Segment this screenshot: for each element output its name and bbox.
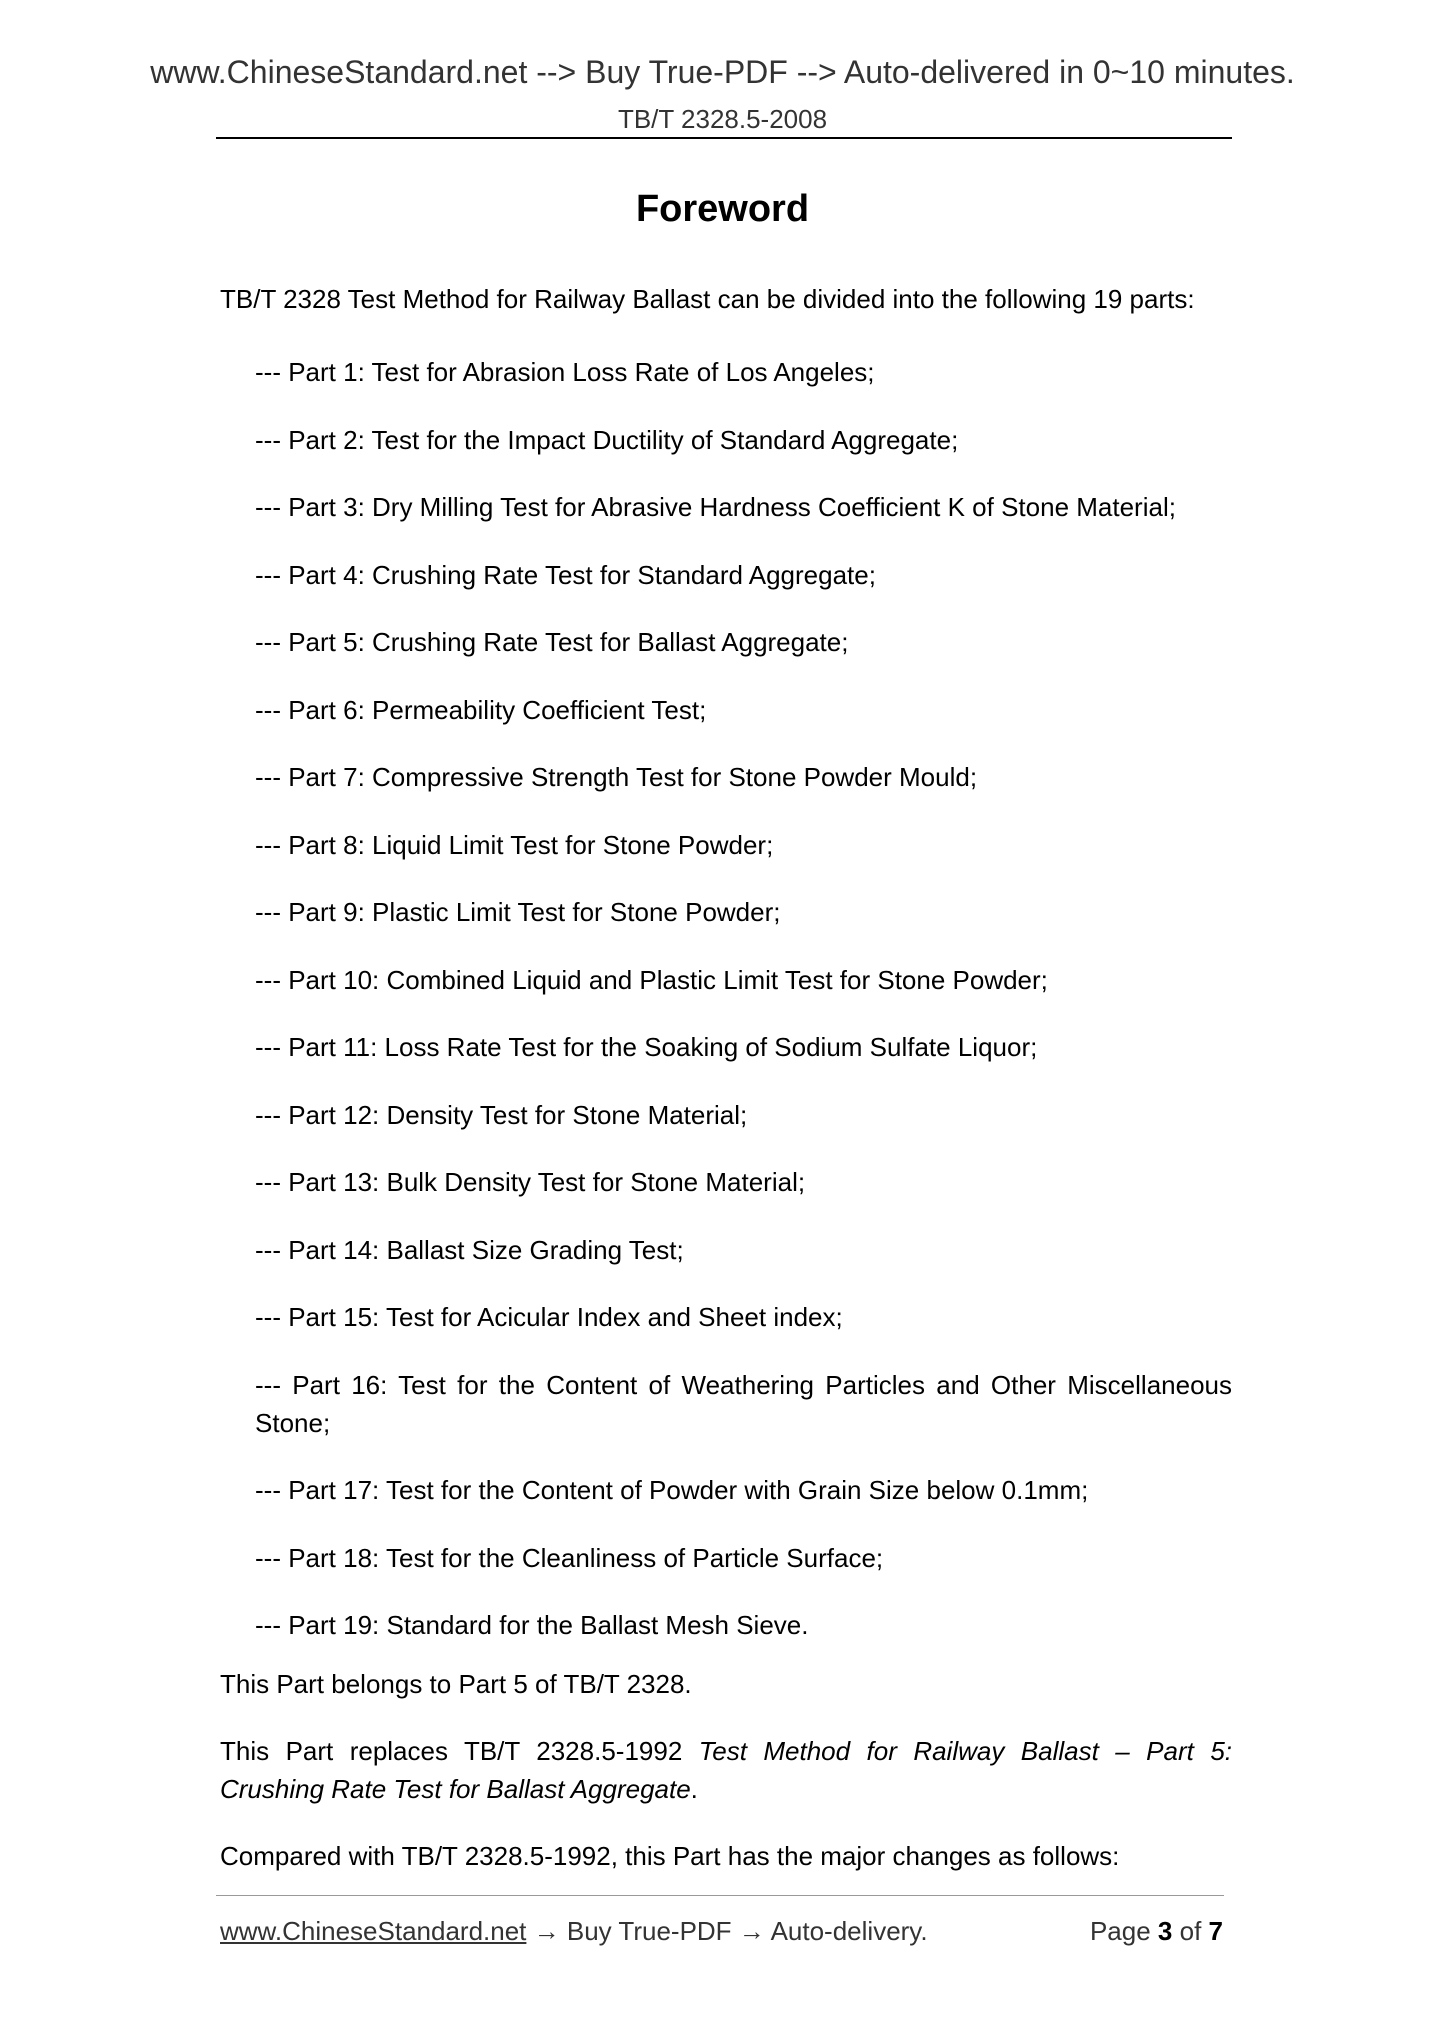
page-current: 3 — [1157, 1916, 1173, 1946]
list-item: --- Part 5: Crushing Rate Test for Ballast Aggregate; — [255, 627, 849, 657]
list-item: --- Part 10: Combined Liquid and Plastic Limit Test for Stone Powder; — [255, 964, 1048, 995]
intro-paragraph: TB/T 2328 Test Method for Railway Ballast can be divided into the following 19 parts: — [220, 284, 1195, 314]
footer-divider — [216, 1895, 1224, 1896]
page-of: of — [1172, 1916, 1209, 1946]
list-item: --- Part 3: Dry Milling Test for Abrasive Hardness Coefficient K of Stone Material; — [255, 492, 1176, 522]
belongs-paragraph: This Part belongs to Part 5 of TB/T 2328. — [220, 1669, 692, 1699]
list-item: --- Part 13: Bulk Density Test for Stone Material; — [255, 1167, 806, 1197]
header-divider — [216, 137, 1232, 139]
list-item: --- Part 17: Test for the Content of Powder with Grain Size below 0.1mm; — [255, 1475, 1089, 1505]
list-item: --- Part 6: Permeability Coefficient Test; — [255, 694, 707, 725]
list-item: --- Part 4: Crushing Rate Test for Standard Aggregate; — [255, 559, 876, 590]
replaces-suffix: . — [690, 1774, 698, 1804]
page-indicator — [1090, 1918, 1223, 1944]
parts-list — [255, 353, 1232, 1644]
list-item: --- Part 12: Density Test for Stone Material; — [255, 1099, 748, 1130]
replaced-standard-title: Test Method for Railway Ballast – Part 5: Crushing Rate Test for Ballast Aggregate — [220, 1736, 1233, 1804]
header-banner: www.ChineseStandard.net --> Buy True-PDF --> Auto-delivered in 0~10 minutes. — [150, 54, 1295, 90]
list-item: --- Part 7: Compressive Strength Test for Stone Powder Mould; — [255, 762, 978, 792]
footer-tagline — [220, 1918, 928, 1944]
list-item: --- Part 2: Test for the Impact Ductility of Standard Aggregate; — [255, 424, 959, 455]
page-title: Foreword — [635, 188, 810, 230]
list-item: --- Part 16: Test for the Content of Weathering Particles and Other Miscellaneous Stone; — [255, 1369, 1232, 1438]
list-item: --- Part 1: Test for Abrasion Loss Rate of Los Angeles; — [255, 357, 875, 387]
list-item: --- Part 18: Test for the Cleanliness of Particle Surface; — [255, 1542, 884, 1573]
footer-tagline-text: → Buy True-PDF → Auto-delivery. — [526, 1916, 928, 1946]
list-item: --- Part 11: Loss Rate Test for the Soaking of Sodium Sulfate Liquor; — [255, 1032, 1038, 1062]
list-item: --- Part 9: Plastic Limit Test for Stone Powder; — [255, 897, 781, 927]
list-item: --- Part 15: Test for Acicular Index and Sheet index; — [255, 1302, 843, 1332]
list-item: --- Part 14: Ballast Size Grading Test; — [255, 1234, 684, 1265]
footer-site-link[interactable]: www.ChineseStandard.net — [220, 1916, 527, 1946]
doc-number: TB/T 2328.5-2008 — [617, 104, 828, 134]
list-item: --- Part 19: Standard for the Ballast Mesh Sieve. — [255, 1610, 809, 1640]
replaces-paragraph — [220, 1732, 1232, 1808]
page-total: 7 — [1208, 1916, 1223, 1946]
compared-paragraph: Compared with TB/T 2328.5-1992, this Part has the major changes as follows: — [220, 1841, 1120, 1871]
replaces-prefix: This Part replaces TB/T 2328.5-1992 — [220, 1736, 699, 1766]
list-item: --- Part 8: Liquid Limit Test for Stone Powder; — [255, 829, 774, 860]
page-label: Page — [1089, 1916, 1158, 1946]
